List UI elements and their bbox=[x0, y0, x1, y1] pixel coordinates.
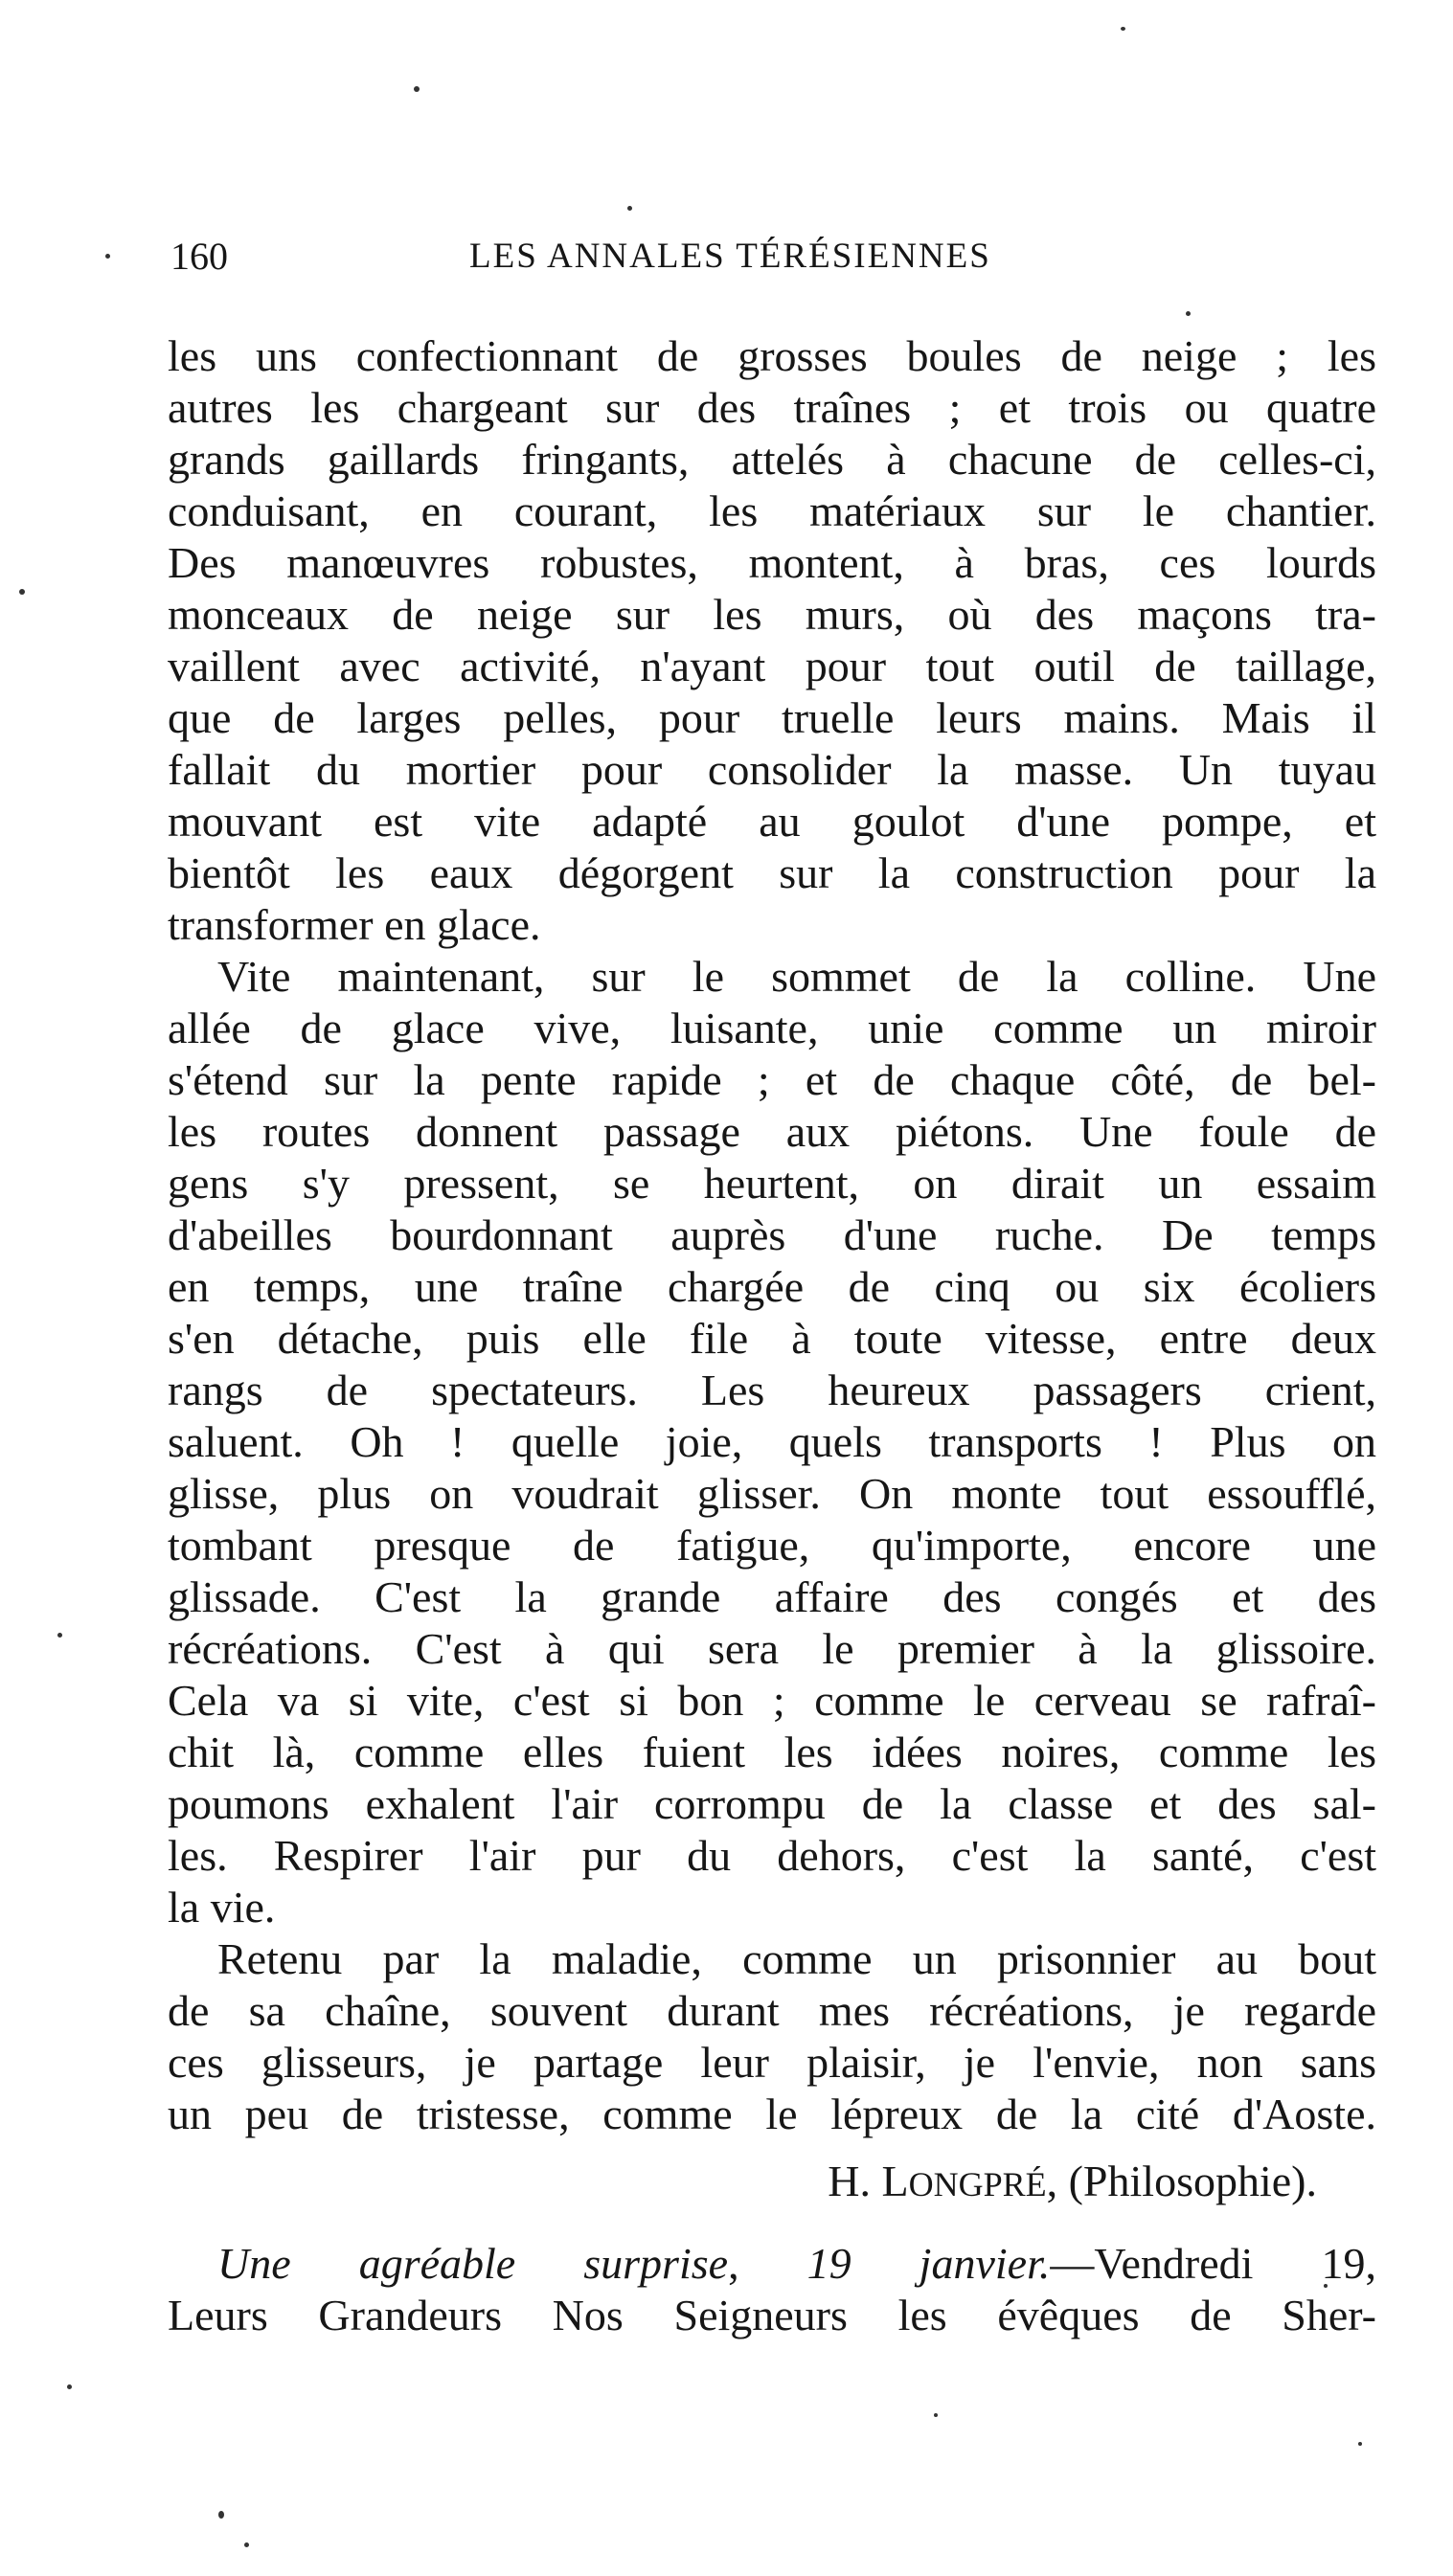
signature-initial: L bbox=[881, 2157, 909, 2205]
text-line: conduisant, en courant, les matériaux sur le chantier. bbox=[168, 486, 1376, 535]
text-line: gens s'y pressent, se heurtent, on dirait un essaim bbox=[168, 1159, 1376, 1208]
text-line: ces glisseurs, je partage leur plaisir, je l'envie, non sans bbox=[168, 2038, 1376, 2087]
print-speck bbox=[244, 2542, 249, 2547]
text-line: rangs de spectateurs. Les heureux passagers crient, bbox=[168, 1366, 1376, 1414]
running-title: LES ANNALES TÉRÉSIENNES bbox=[469, 237, 991, 276]
print-speck bbox=[1186, 311, 1191, 316]
signature-suffix: , (Philosophie). bbox=[1046, 2157, 1317, 2205]
text-line: la vie. bbox=[168, 1883, 276, 1932]
text-line: autres les chargeant sur des traînes ; et trois ou quatre bbox=[168, 383, 1376, 432]
entry-title: Une agréable surprise bbox=[217, 2239, 729, 2288]
text-line: Cela va si vite, c'est si bon ; comme le cerveau se rafraî- bbox=[168, 1676, 1376, 1725]
text-line: poumons exhalent l'air corrompu de la classe et des sal- bbox=[168, 1779, 1376, 1828]
page-header bbox=[170, 228, 1396, 285]
text-line: d'abeilles bourdonnant auprès d'une ruche. De temps bbox=[168, 1210, 1376, 1259]
text-line: transformer en glace. bbox=[168, 900, 541, 949]
text-line: mouvant est vite adapté au goulot d'une pompe, et bbox=[168, 797, 1376, 846]
signature-prefix: H. bbox=[828, 2157, 882, 2205]
text-line: Une agréable surprise, 19 janvier.—Vendredi 19, bbox=[217, 2239, 1376, 2288]
paragraph bbox=[168, 330, 1376, 951]
text-line: vaillent avec activité, n'ayant pour tout outil de taillage, bbox=[168, 642, 1376, 690]
print-speck bbox=[105, 254, 110, 259]
print-speck bbox=[19, 589, 25, 595]
entry-date: 19 janvier. bbox=[806, 2239, 1051, 2288]
print-speck bbox=[67, 2384, 72, 2389]
text-line: fallait du mortier pour consolider la masse. Un tuyau bbox=[168, 745, 1376, 794]
text-line: glissade. C'est la grande affaire des congés et des bbox=[168, 1572, 1376, 1621]
text-line: Vite maintenant, sur le sommet de la colline. Une bbox=[217, 952, 1376, 1001]
body-text bbox=[168, 330, 1376, 2341]
text-line: chit là, comme elles fuient les idées noires, comme les bbox=[168, 1728, 1376, 1776]
print-speck bbox=[218, 2511, 224, 2519]
text-line: s'étend sur la pente rapide ; et de chaque côté, de bel- bbox=[168, 1055, 1376, 1104]
text-line: bientôt les eaux dégorgent sur la construction pour la bbox=[168, 848, 1376, 897]
text-line: Leurs Grandeurs Nos Seigneurs les évêques de Sher- bbox=[168, 2291, 1376, 2339]
text-line: s'en détache, puis elle file à toute vitesse, entre deux bbox=[168, 1314, 1376, 1363]
text-line: tombant presque de fatigue, qu'importe, encore une bbox=[168, 1521, 1376, 1570]
text-line: en temps, une traîne chargée de cinq ou six écoliers bbox=[168, 1262, 1376, 1311]
next-entry bbox=[168, 2238, 1376, 2341]
text-line: les routes donnent passage aux piétons. Une foule de bbox=[168, 1107, 1376, 1156]
page-number: 160 bbox=[170, 235, 228, 278]
print-speck bbox=[1358, 2442, 1362, 2446]
text-line: monceaux de neige sur les murs, où des maçons tra- bbox=[168, 590, 1376, 639]
print-speck bbox=[1121, 27, 1125, 31]
text-line: allée de glace vive, luisante, unie comme un miroir bbox=[168, 1004, 1376, 1052]
print-speck bbox=[934, 2413, 938, 2417]
text-line: saluent. Oh ! quelle joie, quels transports ! Plus on bbox=[168, 1417, 1376, 1466]
text-line: les. Respirer l'air pur du dehors, c'est la santé, c'est bbox=[168, 1831, 1376, 1880]
text-line: un peu de tristesse, comme le lépreux de la cité d'Aoste. bbox=[168, 2090, 1376, 2138]
signature bbox=[168, 2156, 1376, 2207]
print-speck bbox=[414, 86, 420, 92]
entry-text: —Vendredi 19, bbox=[1050, 2239, 1376, 2288]
text-line: Des manœuvres robustes, montent, à bras, ces lourds bbox=[168, 538, 1376, 587]
paragraph bbox=[168, 1933, 1376, 2140]
text-line: grands gaillards fringants, attelés à chacune de celles-ci, bbox=[168, 435, 1376, 484]
print-speck bbox=[57, 1633, 62, 1638]
signature-name-smallcaps: ONGPRÉ bbox=[908, 2165, 1047, 2203]
paragraph bbox=[168, 951, 1376, 1933]
text-line: récréations. C'est à qui sera le premier à la glissoire. bbox=[168, 1624, 1376, 1673]
print-speck bbox=[627, 206, 632, 211]
text-line: Retenu par la maladie, comme un prisonnier au bout bbox=[217, 1934, 1376, 1983]
text-line: de sa chaîne, souvent durant mes récréations, je regarde bbox=[168, 1986, 1376, 2035]
text-line: glisse, plus on voudrait glisser. On monte tout essoufflé, bbox=[168, 1469, 1376, 1518]
text-line: les uns confectionnant de grosses boules de neige ; les bbox=[168, 331, 1376, 380]
text-line: que de larges pelles, pour truelle leurs mains. Mais il bbox=[168, 693, 1376, 742]
